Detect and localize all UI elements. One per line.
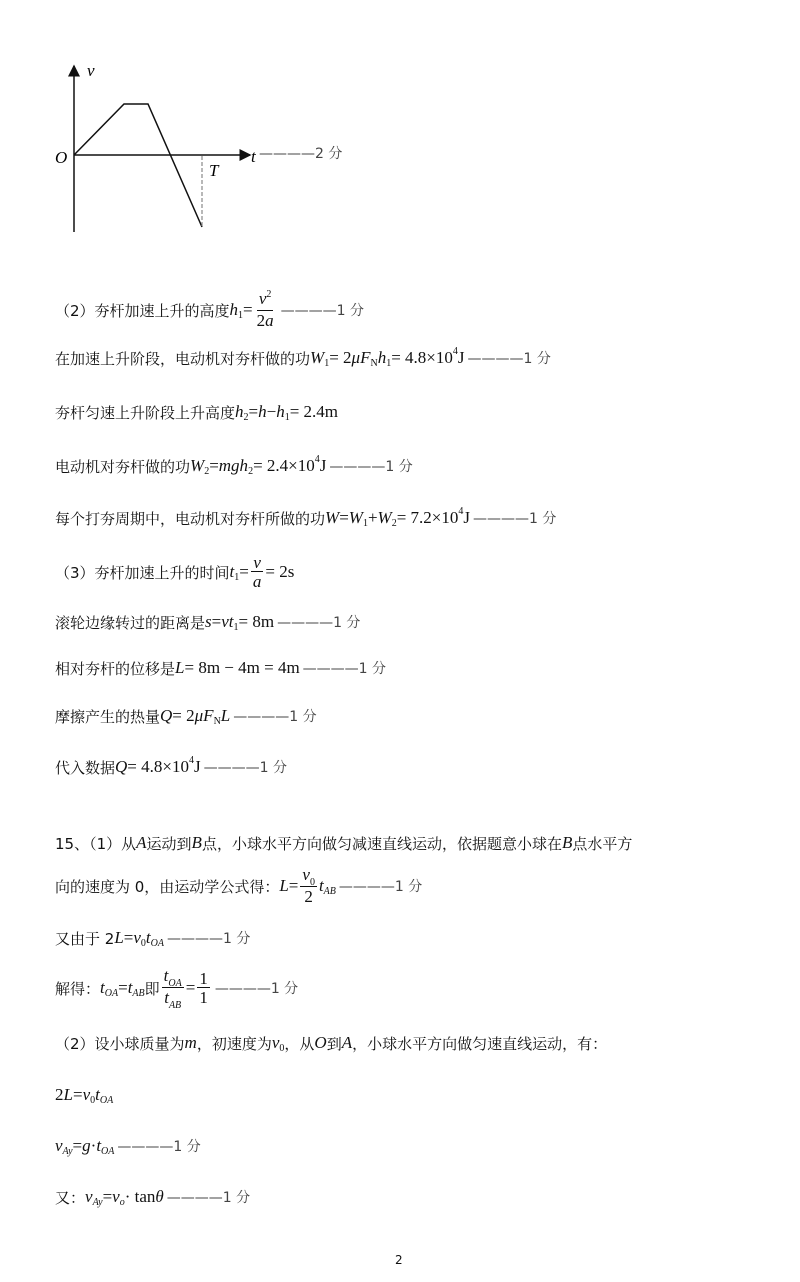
subscript: 1 <box>324 357 330 369</box>
text-segment: = <box>211 612 222 631</box>
score-mark: ————1 分 <box>302 661 387 677</box>
math-variable: v <box>271 1033 280 1052</box>
math-variable: t <box>145 928 151 947</box>
solution-line <box>55 392 338 432</box>
subscript: Ay <box>92 1196 103 1208</box>
numerator <box>257 290 274 311</box>
solution-line <box>55 965 299 1011</box>
text-segment: = <box>72 1136 83 1155</box>
text-segment: = <box>185 978 196 997</box>
subscript: 2 <box>243 411 249 423</box>
math-variable: v <box>253 552 261 572</box>
text-segment: 滚轮边缘转过的距离是 <box>55 613 206 632</box>
subscript: 1 <box>238 309 244 321</box>
text-segment: ，初速度为 <box>196 1034 272 1053</box>
superscript: 2 <box>266 289 272 300</box>
math-variable: W <box>325 508 340 527</box>
superscript: 4 <box>188 754 194 766</box>
math-variable: v <box>133 928 141 947</box>
math-variable: L <box>220 706 231 725</box>
solution-line <box>55 747 287 787</box>
text-segment: = 2s <box>265 562 295 581</box>
math-variable: A <box>136 833 147 852</box>
text-segment: = <box>339 508 349 527</box>
solution-line <box>55 648 386 688</box>
text-segment: = 2 <box>329 348 352 367</box>
subscript: OA <box>150 937 164 949</box>
solution-line <box>55 918 250 958</box>
velocity-curve <box>74 104 202 227</box>
text-segment: 相对夯杆的位移是 <box>55 659 176 678</box>
math-variable: μF <box>194 706 214 725</box>
text-segment: = 7.2×10 <box>396 508 459 527</box>
subscript: Ay <box>62 1145 73 1157</box>
solution-line <box>55 1075 113 1115</box>
text-segment: J <box>193 757 201 776</box>
text-segment: 解得： <box>55 979 101 998</box>
subscript: 0 <box>279 1042 285 1054</box>
math-variable: v <box>85 1187 93 1206</box>
score-mark: ————1 分 <box>166 1190 251 1206</box>
solution-line <box>55 338 551 378</box>
t-axis-label: t <box>251 147 256 166</box>
superscript: 4 <box>452 345 458 357</box>
math-variable: m <box>184 1033 197 1052</box>
subscript: AB <box>168 999 182 1011</box>
solution-line <box>55 823 632 863</box>
text-segment: 向的速度为 0，由运动学公式得： <box>55 877 280 896</box>
text-segment: = <box>102 1187 113 1206</box>
text-segment: = 2 <box>172 706 195 725</box>
score-mark: ————1 分 <box>117 1139 201 1155</box>
fraction <box>251 554 264 591</box>
fraction <box>197 970 210 1007</box>
text-segment: = 4.8×10 <box>127 757 189 776</box>
superscript: 4 <box>314 453 320 465</box>
text-segment: 又： <box>55 1188 86 1207</box>
solution-line <box>55 1126 201 1166</box>
math-variable: L <box>63 1085 73 1104</box>
math-variable: B <box>191 833 202 852</box>
text-segment: · tan <box>124 1187 156 1206</box>
subscript: N <box>213 715 221 727</box>
text-segment: 15、（1）从 <box>55 834 137 853</box>
text-segment: 夯杆匀速上升阶段上升高度 <box>55 403 236 422</box>
subscript: AB <box>132 987 145 999</box>
numerator <box>162 967 184 988</box>
math-variable: h <box>235 402 244 421</box>
subscript: 0 <box>90 1094 96 1106</box>
text-segment: 即 <box>144 979 160 998</box>
math-variable: W <box>348 508 363 527</box>
subscript: 0 <box>140 937 146 949</box>
numerator <box>251 554 263 572</box>
text-segment: = <box>118 978 128 997</box>
denominator <box>255 311 276 330</box>
text-segment: = 8m − 4m = 4m <box>184 658 300 677</box>
math-variable: h <box>377 348 387 367</box>
math-variable: Q <box>160 706 173 725</box>
period-label: T <box>209 161 219 180</box>
text-segment: = <box>248 402 259 421</box>
math-variable: v <box>55 1136 63 1155</box>
score-mark: ————1 分 <box>203 760 287 776</box>
math-variable: L <box>279 876 289 895</box>
math-variable: t <box>100 978 105 997</box>
denominator <box>251 572 264 591</box>
text-segment: 运动到 <box>146 834 192 853</box>
subscript: OA <box>104 987 119 999</box>
math-variable: s <box>205 612 212 631</box>
math-variable: t <box>163 965 169 985</box>
subscript: AB <box>323 885 336 897</box>
fraction <box>255 290 276 330</box>
text-segment: 点水平方 <box>572 834 633 853</box>
subscript: N <box>370 357 378 369</box>
math-variable: B <box>561 833 573 852</box>
math-variable: W <box>377 508 392 527</box>
text-segment: 到 <box>326 1034 342 1053</box>
subscript: 1 <box>284 411 290 423</box>
text-segment: = <box>239 562 249 581</box>
subscript: OA <box>101 1145 115 1157</box>
text-segment: − <box>266 402 277 421</box>
math-variable: t <box>95 1085 100 1104</box>
subscript: 2 <box>391 517 397 529</box>
math-variable: v <box>302 865 310 884</box>
math-variable: v <box>258 289 267 308</box>
text-segment: 在加速上升阶段，电动机对夯杆做的功 <box>55 349 311 368</box>
page-number: 2 <box>395 1253 403 1267</box>
math-variable: L <box>175 658 185 677</box>
text-segment: · <box>90 1136 97 1155</box>
text-segment: （3）夯杆加速上升的时间 <box>55 563 230 582</box>
score-mark: ————2 分 <box>259 146 343 162</box>
fraction <box>162 967 184 1010</box>
score-mark: ————1 分 <box>214 981 299 997</box>
subscript: OA <box>168 977 182 989</box>
text-segment: = <box>209 456 219 475</box>
text-segment: = <box>243 300 253 319</box>
math-variable: v <box>82 1085 91 1104</box>
score-mark: ————1 分 <box>233 709 317 725</box>
text-segment: 又由于 2 <box>55 929 115 948</box>
v-axis-label: v <box>87 61 95 80</box>
subscript: 2 <box>204 465 210 477</box>
solution-line <box>55 866 422 906</box>
subscript: OA <box>99 1094 114 1106</box>
text-segment: = 2.4×10 <box>253 456 315 475</box>
subscript: 1 <box>233 621 239 633</box>
text-segment: 1 <box>199 987 208 1007</box>
math-variable: h <box>229 300 239 319</box>
math-variable: Q <box>115 757 128 776</box>
subscript: 0 <box>309 877 315 888</box>
math-variable: O <box>314 1033 327 1052</box>
score-mark: ————1 分 <box>280 303 364 319</box>
text-segment: 2 <box>55 1085 64 1104</box>
text-segment: （2）设小球质量为 <box>55 1034 185 1053</box>
text-segment: + <box>367 508 378 527</box>
solution-line <box>55 1177 250 1217</box>
text-segment: 2 <box>304 887 313 906</box>
text-segment: 摩擦产生的热量 <box>55 707 161 726</box>
text-segment: = 4.8×10 <box>391 348 453 367</box>
text-segment: 1 <box>199 968 208 988</box>
math-variable: v <box>112 1187 120 1206</box>
fraction <box>300 866 317 906</box>
text-segment: 每个打夯周期中，电动机对夯杆所做的功 <box>55 509 326 528</box>
text-segment: = <box>123 928 134 947</box>
math-variable: μF <box>351 348 371 367</box>
math-variable: W <box>310 348 325 367</box>
subscript: 1 <box>362 517 368 529</box>
score-mark: ————1 分 <box>338 879 423 895</box>
velocity-time-graph <box>0 0 380 250</box>
math-variable: t <box>127 978 133 997</box>
subscript: 1 <box>386 357 392 369</box>
text-segment: J <box>463 508 471 527</box>
math-variable: t <box>96 1136 102 1155</box>
math-variable: t <box>164 987 169 1007</box>
solution-line <box>55 696 317 736</box>
numerator <box>197 970 210 988</box>
text-segment: = <box>288 876 299 895</box>
solution-line <box>55 552 294 592</box>
score-mark: ————1 分 <box>329 459 413 475</box>
math-variable: h <box>276 402 285 421</box>
math-variable: a <box>265 311 274 330</box>
text-segment: 代入数据 <box>55 758 116 777</box>
solution-line <box>55 498 556 538</box>
text-segment: 点，小球水平方向做匀减速直线运动，依据题意小球在 <box>201 834 562 853</box>
denominator <box>197 988 210 1007</box>
math-variable: h <box>258 402 267 421</box>
subscript: 2 <box>248 465 254 477</box>
text-segment: = <box>72 1085 83 1104</box>
superscript: 4 <box>458 505 464 517</box>
math-variable: θ <box>155 1187 164 1206</box>
math-variable: t <box>229 562 235 581</box>
math-variable: mgh <box>218 456 249 475</box>
score-mark: ————1 分 <box>167 931 251 947</box>
text-segment: （2）夯杆加速上升的高度 <box>55 301 230 320</box>
subscript: o <box>119 1196 125 1208</box>
text-segment: J <box>457 348 465 367</box>
score-mark: ————1 分 <box>467 351 551 367</box>
solution-line <box>55 602 360 642</box>
numerator <box>300 866 317 887</box>
text-segment: = 8m <box>238 612 275 631</box>
math-variable: a <box>252 571 262 591</box>
math-variable: vt <box>221 612 234 631</box>
text-segment: ，从 <box>284 1034 315 1053</box>
math-variable: g <box>82 1136 91 1155</box>
text-segment: = 2.4m <box>289 402 339 421</box>
math-variable: L <box>114 928 124 947</box>
text-segment: ，小球水平方向做匀速直线运动，有： <box>352 1034 608 1053</box>
text-segment: 2 <box>256 311 266 330</box>
score-mark: ————1 分 <box>473 511 557 527</box>
text-segment: J <box>319 456 327 475</box>
subscript: 1 <box>234 571 240 583</box>
score-mark: ————1 分 <box>277 615 361 631</box>
math-variable: W <box>190 456 205 475</box>
solution-line <box>55 290 364 330</box>
text-segment: 电动机对夯杆做的功 <box>55 457 191 476</box>
math-variable: t <box>318 876 324 895</box>
solution-line <box>55 1023 607 1063</box>
solution-line <box>55 446 413 486</box>
origin-label: O <box>55 148 68 167</box>
math-variable: A <box>341 1033 353 1052</box>
